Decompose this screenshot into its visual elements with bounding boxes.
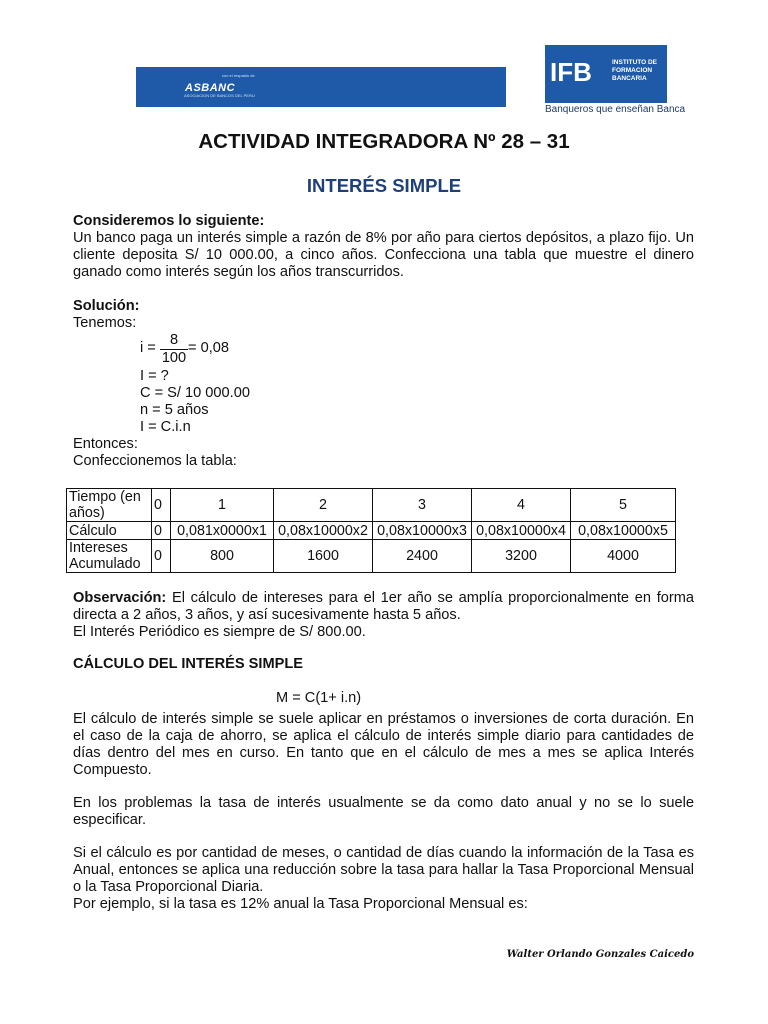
fraction-label: i = bbox=[140, 340, 156, 356]
formula-line: n = 5 años bbox=[140, 402, 209, 418]
table-row bbox=[67, 540, 676, 573]
table-cell: 5 bbox=[571, 489, 676, 522]
table-row bbox=[67, 489, 676, 522]
table-row-label: Tiempo (en años) bbox=[67, 489, 152, 522]
table-cell: 0 bbox=[152, 522, 171, 540]
interest-table bbox=[66, 488, 676, 573]
fraction-denominator: 100 bbox=[161, 350, 187, 366]
entonces-text: Entonces: bbox=[73, 436, 138, 452]
fraction-formula bbox=[140, 332, 280, 368]
observacion-line2: El Interés Periódico es siempre de S/ 800.00. bbox=[73, 624, 366, 640]
asbanc-small-text: con el respaldo de bbox=[222, 73, 255, 78]
observacion-text: El cálculo de intereses para el 1er año se amplía proporcionalmente en forma directa a 2 años, 3 años, y así sucesivamente hasta 5 años. bbox=[73, 590, 694, 623]
solution-heading bbox=[73, 298, 694, 332]
confeccionemos-text: Confeccionemos la tabla: bbox=[73, 453, 237, 469]
calculo-paragraph-3: Si el cálculo es por cantidad de meses, o cantidad de días cuando la información de la Tasa es Anual, entonces se aplica una reducción sobre la tasa para hallar la Tasa Proporcional Mensual o la Tasa Proporcional Diaria. bbox=[73, 845, 694, 895]
interest-formula: M = C(1+ i.n) bbox=[276, 690, 362, 706]
page-subtitle: INTERÉS SIMPLE bbox=[306, 175, 462, 196]
calculo-paragraph-1: El cálculo de interés simple se suele aplicar en préstamos o inversiones de corta duración. En el caso de la caja de ahorro, se aplica el cálculo de interés simple diario para cantidades de días dentro del mes en curso. En tanto que en el cálculo de mes a mes se aplica Interés Compuesto. bbox=[73, 711, 694, 778]
table-cell: 1600 bbox=[274, 540, 373, 573]
table-row bbox=[67, 522, 676, 540]
table-cell: 0,08x10000x3 bbox=[373, 522, 472, 540]
fraction-numerator: 8 bbox=[169, 332, 179, 348]
calculo-heading: CÁLCULO DEL INTERÉS SIMPLE bbox=[73, 656, 304, 672]
table-row-label: Intereses Acumulado bbox=[67, 540, 152, 573]
table-cell: 4000 bbox=[571, 540, 676, 573]
table-cell: 2 bbox=[274, 489, 373, 522]
asbanc-logo: ASBANC bbox=[185, 82, 236, 94]
intro-text: Un banco paga un interés simple a razón de 8% por año para ciertos depósitos, a plazo fijo. Un cliente deposita S/ 10 000.00, a cinco años. Confecciona una tabla que muestre el dinero ganado como interés según los años transcurridos. bbox=[73, 230, 694, 280]
ifb-institute-text: INSTITUTO DE FORMACION BANCARIA bbox=[612, 59, 658, 82]
intro-heading: Consideremos lo siguiente: bbox=[73, 213, 265, 229]
table-cell: 3 bbox=[373, 489, 472, 522]
ifb-logo-text: IFB bbox=[550, 57, 592, 87]
formula-line: C = S/ 10 000.00 bbox=[140, 385, 250, 401]
asbanc-sub-text: ASOCIACION DE BANCOS DEL PERU bbox=[184, 93, 255, 98]
tenemos-text: Tenemos: bbox=[73, 315, 137, 331]
calculo-paragraph-2: En los problemas la tasa de interés usualmente se da como dato anual y no se lo suele especificar. bbox=[73, 795, 694, 828]
calculo-paragraph-4: Por ejemplo, si la tasa es 12% anual la Tasa Proporcional Mensual es: bbox=[73, 896, 528, 912]
table-cell: 0 bbox=[152, 489, 171, 522]
table-cell: 0,081x0000x1 bbox=[171, 522, 274, 540]
table-cell: 1 bbox=[171, 489, 274, 522]
formula-line: I = C.i.n bbox=[140, 419, 191, 435]
table-cell: 0,08x10000x2 bbox=[274, 522, 373, 540]
formula-line: I = ? bbox=[140, 368, 169, 384]
table-cell: 0,08x10000x5 bbox=[571, 522, 676, 540]
observacion-section bbox=[73, 590, 694, 641]
table-cell: 4 bbox=[472, 489, 571, 522]
page-title: ACTIVIDAD INTEGRADORA Nº 28 – 31 bbox=[198, 130, 570, 153]
intro-section bbox=[73, 213, 694, 281]
fraction-result: = 0,08 bbox=[188, 340, 229, 356]
table-row-label: Cálculo bbox=[67, 522, 152, 540]
ifb-tagline: Banqueros que enseñan Banca bbox=[545, 104, 686, 115]
entonces-section bbox=[73, 436, 694, 470]
table-cell: 3200 bbox=[472, 540, 571, 573]
observacion-label: Observación: bbox=[73, 590, 167, 606]
author-signature: Walter Orlando Gonzales Caicedo bbox=[506, 949, 694, 960]
table-cell: 0 bbox=[152, 540, 171, 573]
table-cell: 0,08x10000x4 bbox=[472, 522, 571, 540]
table-cell: 800 bbox=[171, 540, 274, 573]
solution-heading-text: Solución: bbox=[73, 298, 140, 314]
table-cell: 2400 bbox=[373, 540, 472, 573]
